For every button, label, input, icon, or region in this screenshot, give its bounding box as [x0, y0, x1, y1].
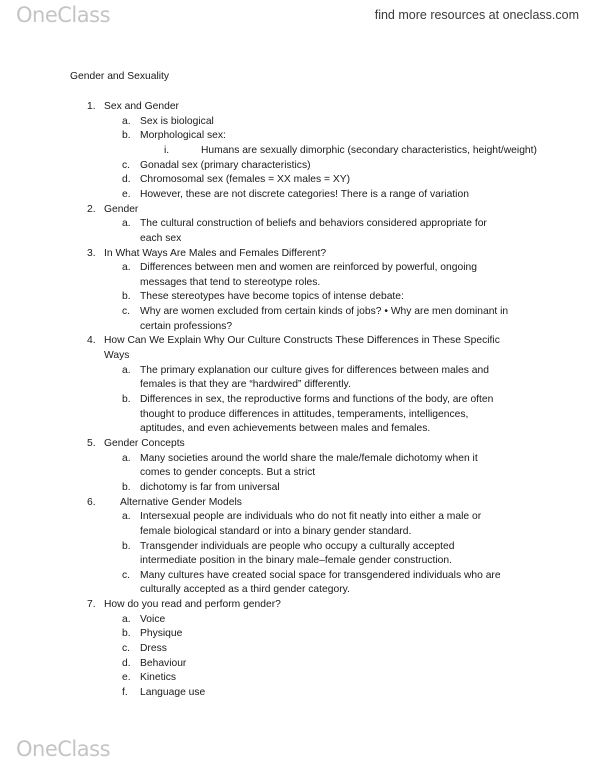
list-item-text: Intersexual people are individuals who do not fit neatly into either a male or: [140, 511, 482, 523]
section-number: 5.: [87, 437, 96, 449]
section-number: 3.: [87, 247, 96, 259]
list-item-text: Differences between men and women are reinforced by powerful, ongoing: [140, 262, 477, 274]
list-item-text: Sex is biological: [140, 115, 214, 127]
list-item-marker: c.: [122, 306, 131, 318]
list-item-marker: d.: [122, 657, 131, 669]
list-item-text: Kinetics: [140, 672, 177, 684]
list-item-text: Differences in sex, the reproductive forms and functions of the body, are often: [140, 394, 494, 405]
list-item-marker: c.: [122, 643, 131, 655]
list-item-text: Dress: [140, 643, 167, 655]
list-item-text: aptitudes, and even achievements between males and females.: [140, 423, 431, 435]
list-item-text: Transgender individuals are people who occupy a culturally accepted: [140, 540, 455, 552]
section-number: 1.: [87, 101, 96, 112]
list-item-text: female biological standard or into a binary gender standard.: [140, 525, 412, 537]
section-heading: How Can We Explain Why Our Culture Constructs These Differences in These Specific: [104, 335, 500, 347]
list-item-text: comes to gender concepts. But a strict: [140, 467, 316, 479]
list-item-marker: b.: [122, 540, 131, 552]
oneclass-logo-top: [16, 3, 110, 27]
list-item-text: Humans are sexually dimorphic (secondary characteristics, height/weight): [201, 144, 537, 156]
list-item-text: Many societies around the world share the male/female dichotomy when it: [140, 452, 478, 464]
list-item-marker: b.: [122, 130, 131, 142]
list-item-text: Gonadal sex (primary characteristics): [140, 159, 311, 171]
list-item-marker: b.: [122, 394, 131, 405]
list-item-marker: a.: [122, 262, 131, 274]
list-item-text: The primary explanation our culture gives for differences between males and: [140, 364, 489, 376]
list-item-marker: b.: [122, 291, 131, 303]
section-heading: In What Ways Are Males and Females Different?: [104, 247, 327, 259]
section-heading: How do you read and perform gender?: [104, 599, 281, 611]
list-item-text: thought to produce differences in attitudes, temperaments, intelligences,: [140, 408, 469, 420]
list-item-text: certain professions?: [140, 320, 233, 332]
list-item-text: dichotomy is far from universal: [140, 481, 280, 493]
list-item-marker: d.: [122, 174, 131, 186]
list-item-text: Voice: [140, 613, 166, 625]
list-item-text: Morphological sex:: [140, 130, 226, 142]
section-number: 7.: [87, 599, 96, 611]
list-item-text: females is that they are “hardwired” differently.: [140, 379, 351, 391]
section-heading: Gender: [104, 203, 139, 215]
list-item-marker: a.: [122, 511, 131, 523]
list-item-marker: a.: [122, 218, 131, 230]
section-heading: Sex and Gender: [104, 101, 179, 112]
list-item-marker: b.: [122, 481, 131, 493]
list-item-text: However, these are not discrete categories! There is a range of variation: [140, 188, 469, 200]
list-item-marker: a.: [122, 364, 131, 376]
section-heading: Alternative Gender Models: [120, 496, 242, 508]
list-item-marker: a.: [122, 613, 131, 625]
list-item-text: intermediate position in the binary male–female gender construction.: [140, 555, 452, 567]
list-item-marker: c.: [122, 159, 131, 171]
oneclass-logo-text: OneClass: [16, 3, 111, 27]
list-item-text: messages that tend to stereotype roles.: [140, 276, 321, 288]
list-item-marker: c.: [122, 569, 131, 581]
oneclass-logo-text-bottom: OneClass: [16, 737, 111, 761]
list-item-marker: e.: [122, 188, 131, 200]
list-item-text: Physique: [140, 628, 183, 640]
list-item-text: Behaviour: [140, 657, 187, 669]
list-item-text: Why are women excluded from certain kinds of jobs? • Why are men dominant in: [140, 306, 509, 318]
section-number: 2.: [87, 203, 96, 215]
list-item-text: Many cultures have created social space for transgendered individuals who are: [140, 569, 501, 581]
list-item-text: These stereotypes have become topics of intense debate:: [140, 291, 404, 303]
oneclass-logo-bottom: [16, 737, 110, 761]
list-item-text: culturally accepted as a third gender category.: [140, 584, 350, 596]
list-item-marker: b.: [122, 628, 131, 640]
list-item-text: Language use: [140, 687, 206, 698]
list-item-text: Chromosomal sex (females = XX males = XY): [140, 174, 351, 186]
find-more-resources-link[interactable]: find more resources at oneclass.com: [374, 8, 579, 22]
section-heading: Ways: [104, 350, 130, 362]
list-item-marker: i.: [164, 144, 170, 156]
list-item-marker: f.: [122, 687, 128, 698]
list-item-text: The cultural construction of beliefs and behaviors considered appropriate for: [140, 218, 487, 230]
list-item-text: each sex: [140, 232, 182, 244]
document-title: Gender and Sexuality: [70, 71, 170, 82]
section-number: 6.: [87, 496, 96, 508]
section-heading: Gender Concepts: [104, 437, 185, 449]
list-item-marker: a.: [122, 452, 131, 464]
list-item-marker: a.: [122, 115, 131, 127]
section-number: 4.: [87, 335, 96, 347]
list-item-marker: e.: [122, 672, 131, 684]
